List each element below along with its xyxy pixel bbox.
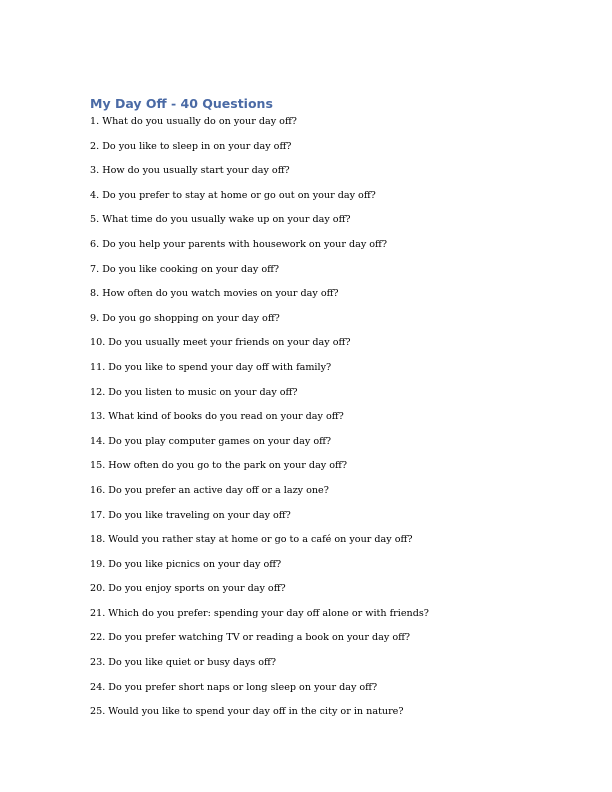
question-item: 25. Would you like to spend your day off in the city or in nature?	[90, 706, 404, 718]
question-item: 15. How often do you go to the park on your day off?	[90, 460, 347, 472]
question-item: 12. Do you listen to music on your day off?	[90, 386, 298, 398]
question-list	[90, 116, 550, 731]
question-item: 4. Do you prefer to stay at home or go out on your day off?	[90, 189, 376, 201]
question-item: 8. How often do you watch movies on your day off?	[90, 288, 339, 300]
question-item: 21. Which do you prefer: spending your day off alone or with friends?	[90, 607, 429, 619]
question-item: 14. Do you play computer games on your day off?	[90, 435, 332, 447]
question-item: 18. Would you rather stay at home or go to a café on your day off?	[90, 534, 413, 546]
question-item: 19. Do you like picnics on your day off?	[90, 558, 282, 570]
question-item: 9. Do you go shopping on your day off?	[90, 312, 280, 324]
question-item: 23. Do you like quiet or busy days off?	[90, 657, 277, 669]
question-item: 17. Do you like traveling on your day off?	[90, 509, 291, 521]
question-item: 3. How do you usually start your day off?	[90, 165, 290, 177]
question-item: 2. Do you like to sleep in on your day off?	[90, 140, 292, 152]
question-item: 1. What do you usually do on your day off?	[90, 116, 297, 127]
document-page	[90, 96, 550, 731]
question-item: 5. What time do you usually wake up on your day off?	[90, 214, 351, 226]
question-item: 11. Do you like to spend your day off with family?	[90, 361, 332, 373]
question-item: 20. Do you enjoy sports on your day off?	[90, 583, 286, 595]
question-item: 6. Do you help your parents with housework on your day off?	[90, 238, 388, 250]
question-item: 16. Do you prefer an active day off or a lazy one?	[90, 484, 329, 496]
question-item: 10. Do you usually meet your friends on your day off?	[90, 337, 351, 349]
page-title: My Day Off - 40 Questions	[90, 96, 273, 111]
question-item: 22. Do you prefer watching TV or reading a book on your day off?	[90, 632, 411, 644]
question-item: 7. Do you like cooking on your day off?	[90, 263, 280, 275]
question-item: 24. Do you prefer short naps or long sleep on your day off?	[90, 681, 378, 693]
question-item: 13. What kind of books do you read on your day off?	[90, 411, 344, 423]
